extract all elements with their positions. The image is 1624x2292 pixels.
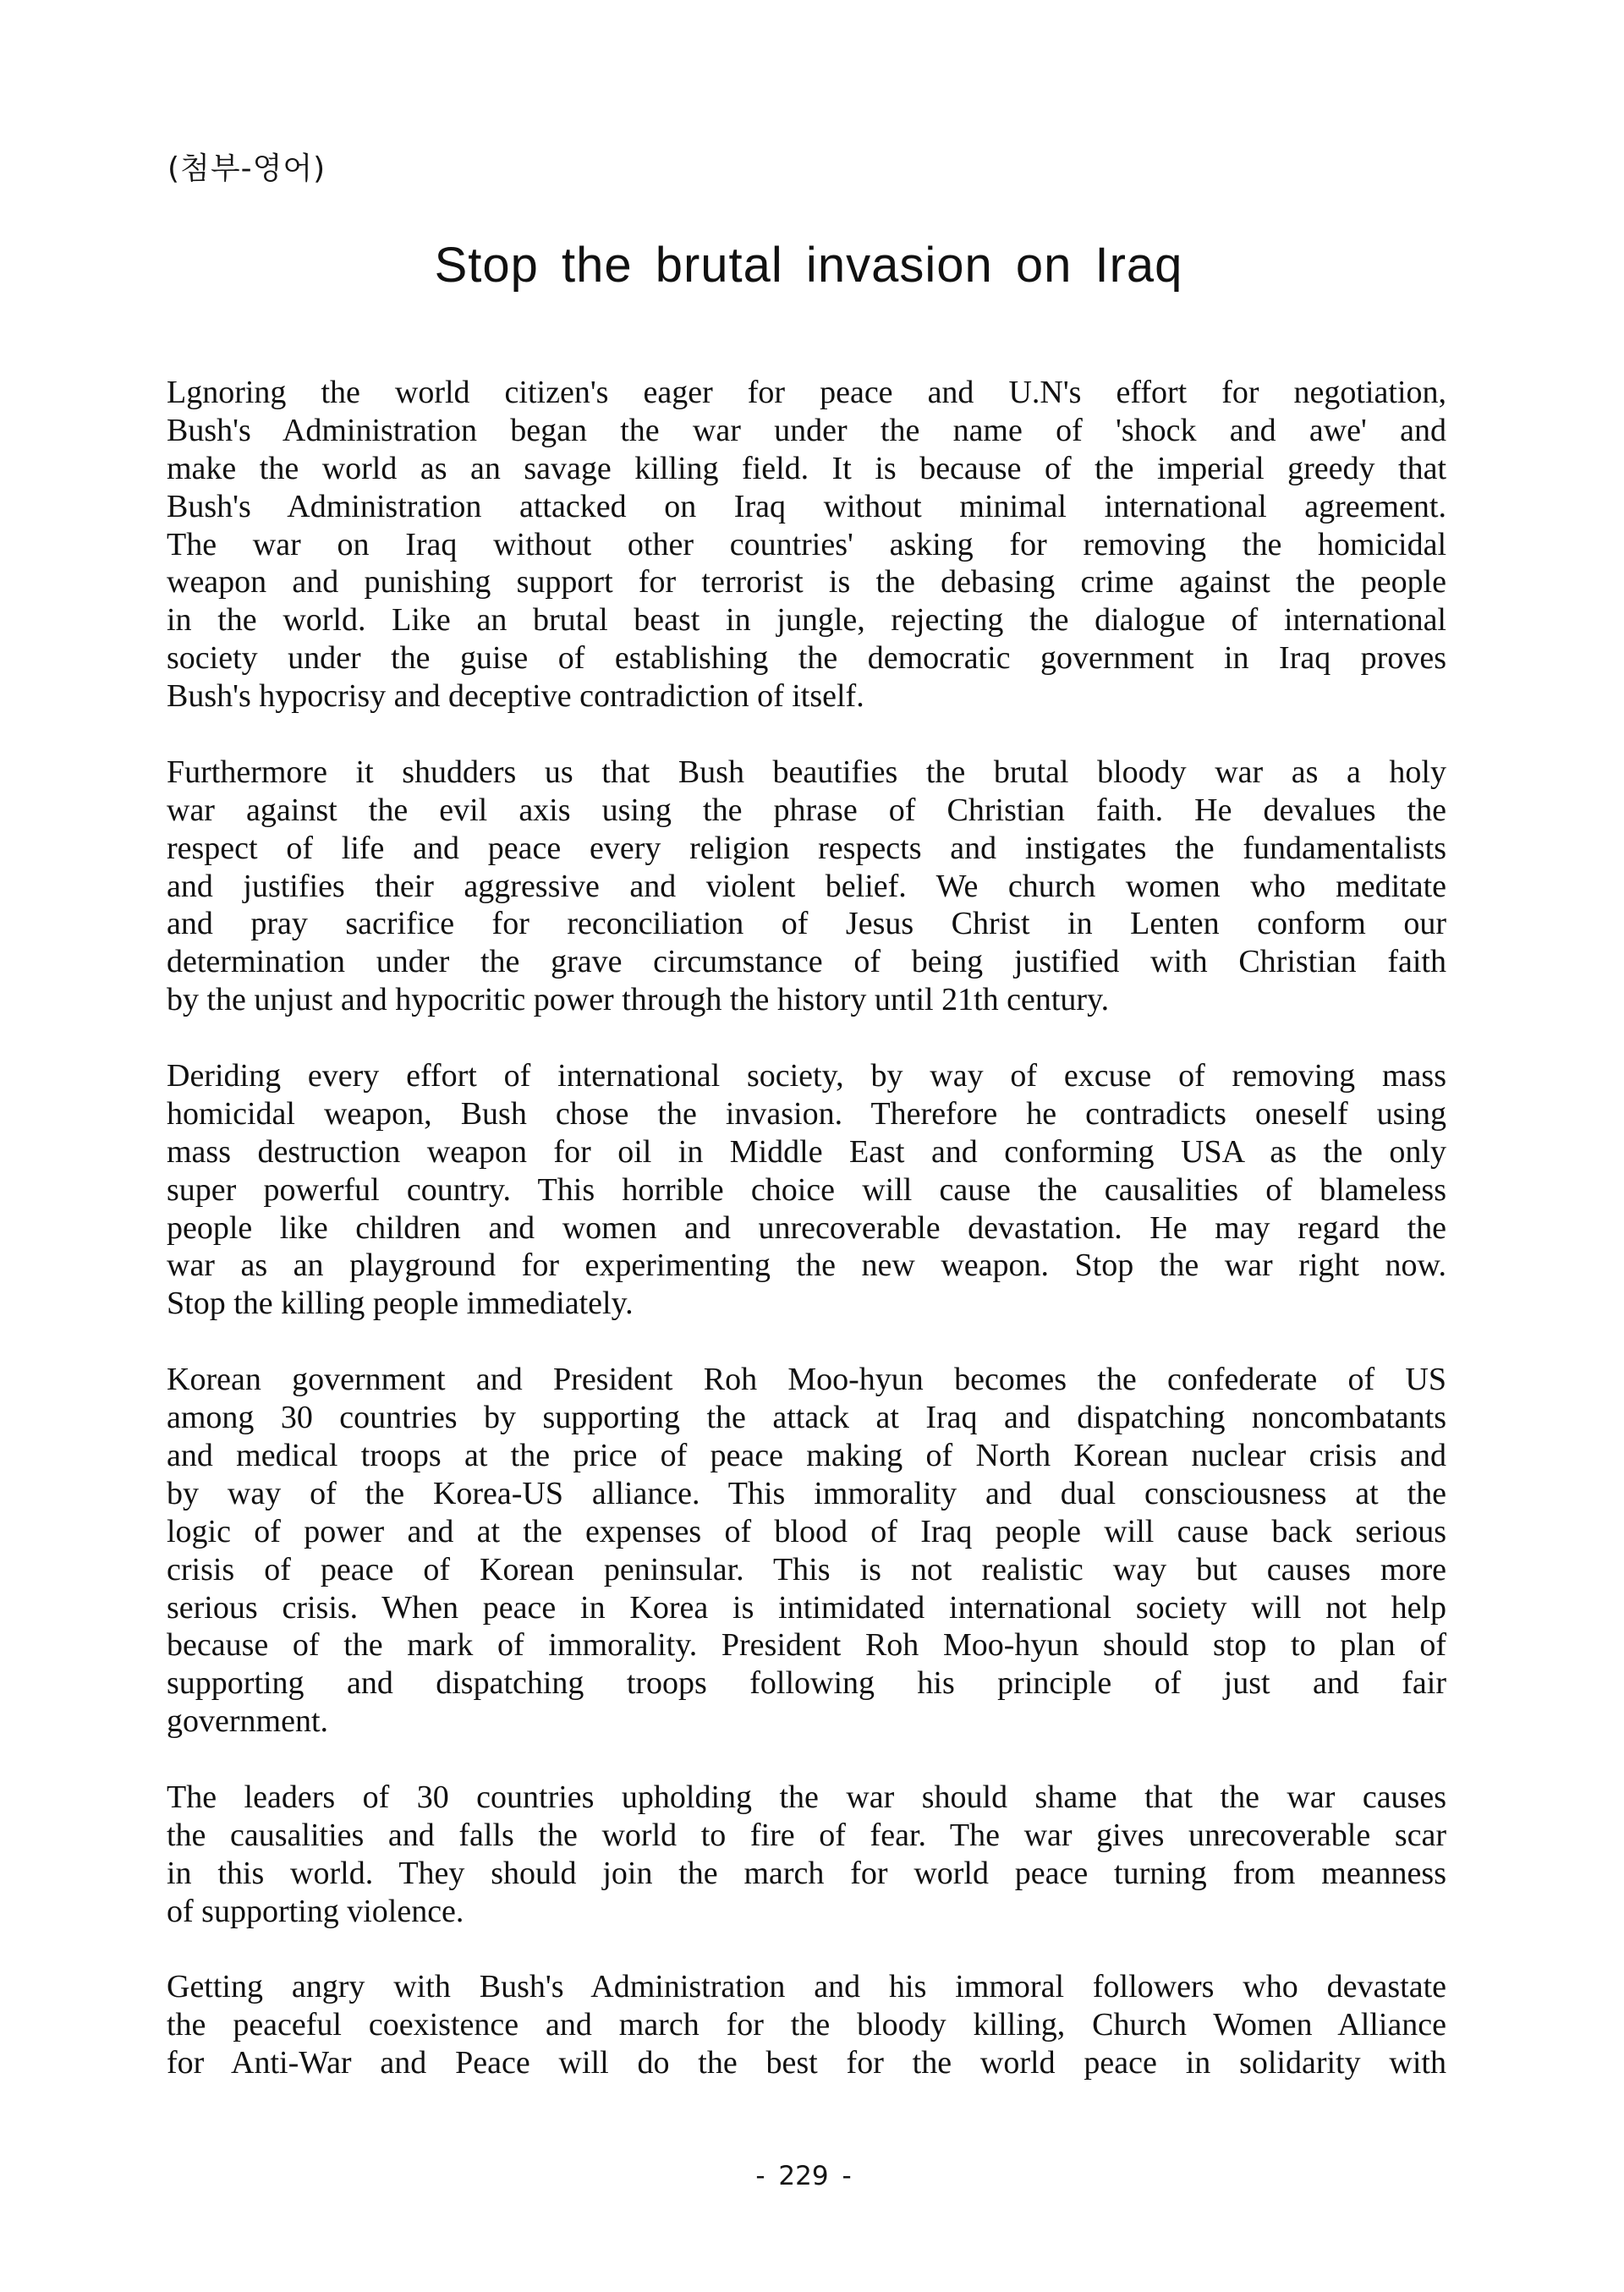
- text-line: Korean government and President Roh Moo-hyun becomes the confederate of US: [167, 1362, 1446, 1398]
- text-line: war as an playground for experimenting the new weapon. Stop the war right now.: [167, 1247, 1446, 1284]
- text-line: among 30 countries by supporting the attack at Iraq and dispatching noncombatants: [167, 1400, 1446, 1436]
- text-line: homicidal weapon, Bush chose the invasion. Therefore he contradicts oneself using: [167, 1095, 1446, 1132]
- text-line: the peaceful coexistence and march for the bloody killing, Church Women Alliance: [167, 2007, 1446, 2043]
- paragraph: [167, 1057, 1446, 1323]
- text-line: war against the evil axis using the phrase of Christian faith. He devalues the: [167, 792, 1446, 828]
- paragraph: [167, 374, 1446, 716]
- text-line: The leaders of 30 countries upholding the war should shame that the war causes: [167, 1779, 1446, 1815]
- text-line: by way of the Korea-US alliance. This immorality and dual consciousness at the: [167, 1475, 1446, 1511]
- text-line: of supporting violence.: [167, 1893, 464, 1929]
- text-line: Bush's Administration began the war under the name of 'shock and awe' and: [167, 412, 1446, 448]
- text-line: serious crisis. When peace in Korea is intimidated international society will not help: [167, 1589, 1446, 1626]
- text-line: because of the mark of immorality. President Roh Moo-hyun should stop to plan of: [167, 1627, 1446, 1664]
- text-line: the causalities and falls the world to fire of fear. The war gives unrecoverable scar: [167, 1817, 1446, 1853]
- text-line: Bush's hypocrisy and deceptive contradiction of itself.: [167, 678, 864, 715]
- text-line: The war on Iraq without other countries' asking for removing the homicidal: [167, 526, 1446, 562]
- text-line: people like children and women and unrecoverable devastation. He may regard the: [167, 1209, 1446, 1246]
- text-line: Furthermore it shudders us that Bush beautifies the brutal bloody war as a holy: [167, 754, 1446, 790]
- text-line: super powerful country. This horrible choice will cause the causalities of blameless: [167, 1171, 1446, 1208]
- text-line: determination under the grave circumstance of being justified with Christian faith: [167, 944, 1446, 980]
- text-line: for Anti-War and Peace will do the best for the world peace in solidarity with: [167, 2045, 1446, 2081]
- document-title: Stop the brutal invasion on Iraq: [434, 238, 1183, 293]
- text-line: Getting angry with Bush's Administration and his immoral followers who devastate: [167, 1969, 1446, 2005]
- text-line: and medical troops at the price of peace making of North Korean nuclear crisis and: [167, 1437, 1446, 1473]
- text-line: Lgnoring the world citizen's eager for peace and U.N's effort for negotiation,: [167, 375, 1446, 410]
- text-line: respect of life and peace every religion respects and instigates the fundamentalists: [167, 830, 1446, 866]
- paragraph: [167, 1779, 1446, 1931]
- text-line: Deriding every effort of international society, by way of excuse of removing mass: [167, 1058, 1446, 1094]
- text-line: weapon and punishing support for terrorist is the debasing crime against the people: [167, 564, 1446, 600]
- text-line: government.: [167, 1703, 329, 1740]
- text-line: society under the guise of establishing the democratic government in Iraq proves: [167, 640, 1446, 677]
- page-number: - 229 -: [755, 2161, 852, 2191]
- text-line: Stop the killing people immediately.: [167, 1286, 634, 1322]
- text-line: mass destruction weapon for oil in Middle East and conforming USA as the only: [167, 1133, 1446, 1170]
- paragraph: [167, 754, 1446, 1019]
- text-line: in the world. Like an brutal beast in jungle, rejecting the dialogue of international: [167, 602, 1446, 639]
- text-line: by the unjust and hypocritic power through the history until 21th century.: [167, 982, 1110, 1018]
- text-line: in this world. They should join the march for world peace turning from meanness: [167, 1855, 1446, 1891]
- text-line: and justifies their aggressive and violent belief. We church women who meditate: [167, 868, 1446, 904]
- paragraph: [167, 1968, 1446, 2082]
- paragraph: [167, 1361, 1446, 1741]
- text-line: Bush's Administration attacked on Iraq without minimal international agreement.: [167, 488, 1446, 524]
- text-line: supporting and dispatching troops following his principle of just and fair: [167, 1665, 1446, 1702]
- text-line: and pray sacrifice for reconciliation of Jesus Christ in Lenten conform our: [167, 906, 1446, 942]
- text-line: make the world as an savage killing field. It is because of the imperial greedy that: [167, 450, 1446, 486]
- text-line: crisis of peace of Korean peninsular. This is not realistic way but causes more: [167, 1551, 1446, 1587]
- text-line: logic of power and at the expenses of blood of Iraq people will cause back serious: [167, 1513, 1446, 1549]
- document-body: [167, 374, 1446, 2120]
- attachment-label: (첨부-영어): [167, 151, 326, 186]
